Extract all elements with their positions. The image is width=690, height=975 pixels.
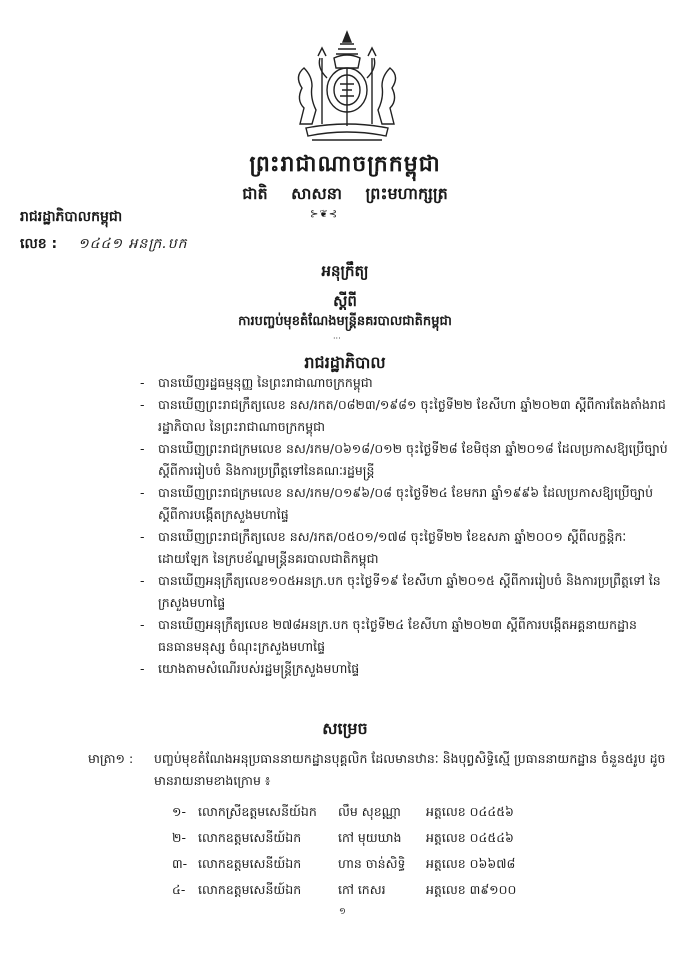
reference-value: ១៤៤១ អនក្រ.បក	[78, 236, 188, 252]
article-label: មាត្រា១ :	[88, 751, 134, 766]
officer-number: ៣-	[172, 856, 188, 871]
preamble-item: - បានឃើញព្រះរាជក្រឹត្យលេខ នស/រកត/០៥០១/១៧៨ ចុះថ្ងៃទី២២ ខែឧសភា ឆ្នាំ២០០១ ស្តីពីលក្ខន្តិកៈដោយឡែក នៃក្របខ័ណ្ឌមន្ត្រីនគរបាលជាតិកម្ពុជា	[140, 526, 670, 570]
national-motto: ជាតិ សាសនា ព្រះមហាក្សត្រ	[242, 184, 448, 203]
officer-name: ហាន ចាន់សិទ្ធិ	[338, 856, 406, 871]
preamble-item: - បានឃើញព្រះរាជក្រមលេខ នស/រកម/០៦១៨/០១២ ចុះថ្ងៃទី២៨ ខែមិថុនា ឆ្នាំ២០១៨ ដែលប្រកាសឱ្យប្រើច្បាប់ស្តីពីការរៀបចំ និងការប្រព្រឹត្តទៅនៃគណៈរដ្ឋមន្ត្រី	[140, 438, 670, 482]
officer-name: លឹម សុខណ្ណា	[338, 804, 401, 819]
preamble-item: - បានឃើញរដ្ឋធម្មនុញ្ញ នៃព្រះរាជាណាចក្រកម្ពុជា	[140, 372, 670, 394]
kingdom-name-heading: ព្រះរាជាណាចក្រកម្ពុជា	[249, 152, 441, 177]
list-item	[172, 877, 566, 903]
reference-label: លេខ :	[20, 236, 58, 252]
officer-rank: លោកឧត្តមសេនីយ៍ឯក	[198, 830, 302, 845]
preamble-list	[140, 372, 670, 680]
list-item	[172, 825, 566, 851]
officer-rank: លោកឧត្តមសេនីយ៍ឯក	[198, 882, 302, 897]
reference-number	[20, 234, 188, 255]
royal-coat-of-arms-emblem	[282, 28, 412, 146]
issuing-body-heading: រាជរដ្ឋាភិបាល	[304, 353, 386, 372]
officer-id: អត្តលេខ ៣៩១០០	[426, 882, 517, 897]
officer-number: ១-	[172, 804, 186, 819]
officer-number: ២-	[172, 830, 186, 845]
list-item	[172, 851, 566, 877]
officer-list	[172, 799, 566, 903]
document-subject: ការបញ្ចប់មុខតំណែងមន្ត្រីនគរបាលជាតិកម្ពុជា	[238, 314, 452, 329]
preamble-item: - បានឃើញព្រះរាជក្រមលេខ នស/រកម/០១៩៦/០៨ ចុះថ្ងៃទី២៤ ខែមករា ឆ្នាំ១៩៩៦ ដែលប្រកាសឱ្យប្រើច្បាប់ស្តីពីការបង្កើតក្រសួងមហាផ្ទៃ	[140, 482, 670, 526]
preamble-item: - បានឃើញអនុក្រឹត្យលេខ១០៥អនក្រ.បក ចុះថ្ងៃទី១៩ ខែសីហា ឆ្នាំ២០១៥ ស្តីពីការរៀបចំ និងការប្រព្រឹត្តទៅ នៃក្រសួងមហាផ្ទៃ	[140, 570, 670, 614]
document-title: អនុក្រឹត្យ	[321, 262, 369, 280]
decision-heading: សម្រេច	[322, 719, 368, 738]
officer-id: អត្តលេខ ០៤៥៤៦	[426, 830, 514, 845]
list-item	[172, 799, 566, 825]
preamble-item: - បានឃើញអនុក្រឹត្យលេខ ២៧៨អនក្រ.បក ចុះថ្ងៃទី២៤ ខែសីហា ឆ្នាំ២០២៣ ស្តីពីការបង្កើតអគ្គនាយកដ្ឋានធនធានមនុស្ស ចំណុះក្រសួងមហាផ្ទៃ	[140, 614, 670, 658]
article-text: បញ្ចប់មុខតំណែងអនុប្រធាននាយកដ្ឋានបុគ្គលិក ដែលមានឋានៈ និងបុព្វសិទ្ធិស្មើ ប្រធាននាយកដ្ឋាន ចំនួន៥រូប ដូចមានរាយនាមខាងក្រោម ៖	[154, 751, 666, 788]
issuer-government: រាជរដ្ឋាភិបាលកម្ពុជា	[20, 209, 123, 225]
preamble-item: - បានឃើញព្រះរាជក្រឹត្យលេខ នស/រកត/០៨២៣/១៩៨១ ចុះថ្ងៃទី២២ ខែសីហា ឆ្នាំ២០២៣ ស្តីពីការតែងតាំងរាជរដ្ឋាភិបាល នៃព្រះរាជាណាចក្រកម្ពុជា	[140, 394, 670, 438]
preamble-item: - យោងតាមសំណើរបស់រដ្ឋមន្ត្រីក្រសួងមហាផ្ទៃ	[140, 658, 670, 680]
officer-id: អត្តលេខ ០៦៦៧៨	[426, 856, 516, 871]
header-ornament: ⊱❦⊰	[310, 209, 339, 220]
officer-id: អត្តលេខ ០៤៤៥៦	[426, 804, 514, 819]
officer-number: ៤-	[172, 882, 186, 897]
article-1	[88, 748, 673, 792]
officer-rank: លោកឧត្តមសេនីយ៍ឯក	[198, 856, 302, 871]
officer-name: កៅ មុយឃាង	[338, 830, 402, 845]
document-topic: ស្តីពី	[333, 292, 357, 310]
officer-name: កៅ កេសរ	[338, 882, 386, 897]
page-number: ១	[339, 907, 346, 917]
subject-ornament: ···	[333, 334, 341, 343]
officer-rank: លោកស្រីឧត្តមសេនីយ៍ឯក	[198, 804, 317, 819]
